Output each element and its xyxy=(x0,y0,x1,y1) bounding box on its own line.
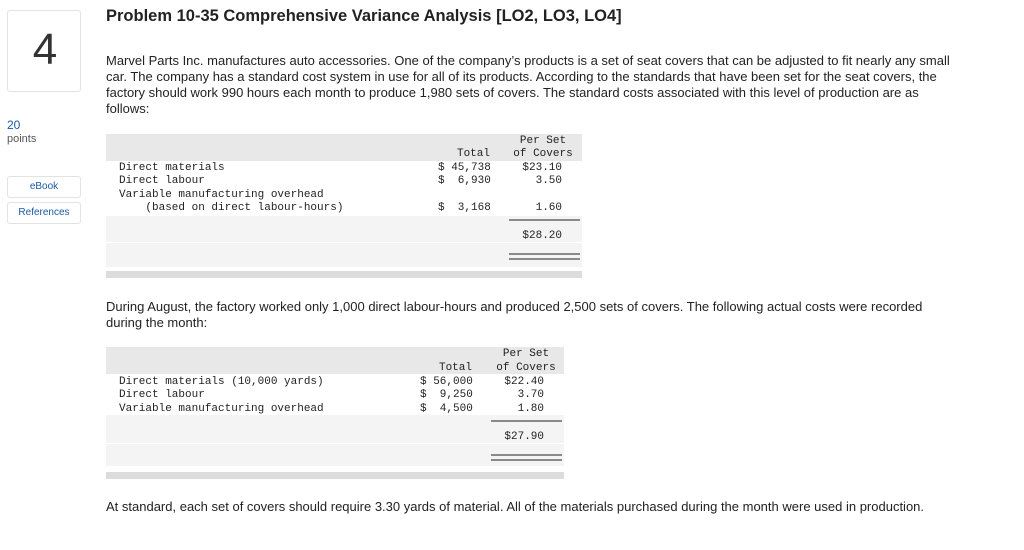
row-total: $ 9,250 xyxy=(420,389,473,401)
row-label: Direct materials xyxy=(119,162,225,174)
standard-cost-table xyxy=(106,134,582,278)
problem-title: Problem 10-35 Comprehensive Variance Analysis [LO2, LO3, LO4] xyxy=(106,7,622,25)
row-per-set: 3.70 xyxy=(517,389,544,401)
row-per-set: 3.50 xyxy=(535,175,562,187)
ebook-button[interactable]: eBook xyxy=(7,176,81,198)
points-label: points xyxy=(7,133,37,145)
row-label: Direct labour xyxy=(119,175,205,187)
row-label: Variable manufacturing overhead xyxy=(119,403,324,415)
header-total: Total xyxy=(456,148,490,160)
subtotal-rule xyxy=(491,420,562,422)
row-label: Direct labour xyxy=(119,389,205,401)
double-rule-top xyxy=(509,253,580,255)
row-total: $ 45,738 xyxy=(438,162,491,174)
question-number: 4 xyxy=(32,25,58,74)
double-rule-top xyxy=(491,454,562,456)
row-label: Direct materials (10,000 yards) xyxy=(119,376,324,388)
header-per-set: Per Set xyxy=(519,135,567,147)
header-of-covers: of Covers xyxy=(496,362,556,374)
table-footer-band xyxy=(106,271,582,278)
double-rule-bottom xyxy=(491,459,562,461)
actual-cost-table xyxy=(106,347,564,479)
subtotal-rule xyxy=(509,219,580,221)
row-label: (based on direct labour-hours) xyxy=(119,202,344,214)
standard-yards-paragraph: At standard, each set of covers should require 3.30 yards of material. All of the materials purchased during the month were used in production. xyxy=(106,499,925,514)
question-number-box xyxy=(7,10,81,92)
row-total: $ 3,168 xyxy=(438,202,491,214)
row-per-set: 1.80 xyxy=(517,403,544,415)
row-total: $ 4,500 xyxy=(420,403,473,415)
total-per-set: $27.90 xyxy=(504,431,544,443)
table-stripe xyxy=(106,243,582,267)
row-per-set: 1.60 xyxy=(535,202,562,214)
row-total: $ 6,930 xyxy=(438,175,491,187)
intro-paragraph: Marvel Parts Inc. manufactures auto accessories. One of the company’s products is a set of seat covers that can be adjusted to fit nearly any small car. The company has a standard cost system in use for all of its products. According to the standards that have been set for the seat covers, the factory should work 990 hours each month to produce 1,980 sets of covers. The standard costs associated with this level of production are as follows: xyxy=(106,53,950,116)
points-value: 20 xyxy=(7,118,21,132)
row-total: $ 56,000 xyxy=(420,376,473,388)
row-per-set: $22.40 xyxy=(504,376,544,388)
header-per-set: Per Set xyxy=(502,348,550,360)
row-label: Variable manufacturing overhead xyxy=(119,189,324,201)
header-of-covers: of Covers xyxy=(513,148,573,160)
table-footer-band xyxy=(106,472,564,479)
total-per-set: $28.20 xyxy=(522,230,562,242)
august-paragraph: During August, the factory worked only 1,000 direct labour-hours and produced 2,500 sets of covers. The following actual costs were recorded during the month: xyxy=(106,299,923,330)
double-rule-bottom xyxy=(509,258,580,260)
header-total: Total xyxy=(438,362,472,374)
row-per-set: $23.10 xyxy=(522,162,562,174)
references-button[interactable]: References xyxy=(7,202,81,224)
